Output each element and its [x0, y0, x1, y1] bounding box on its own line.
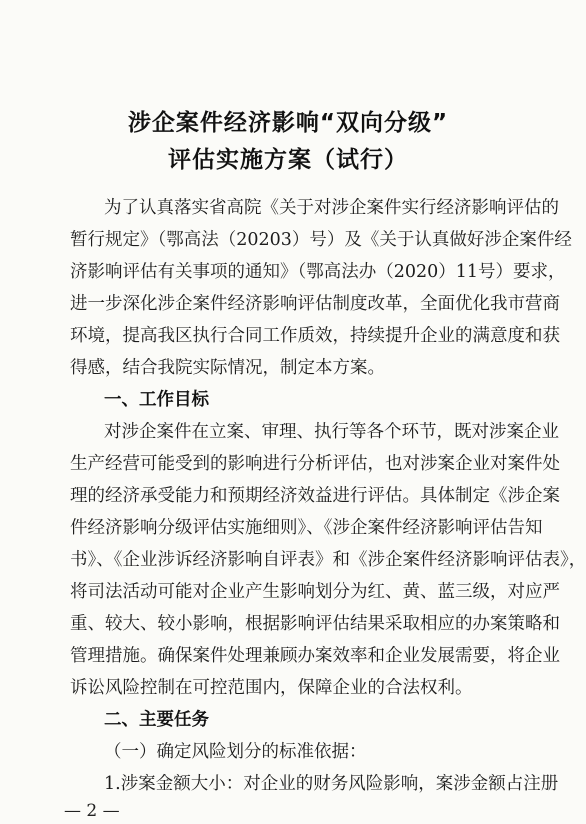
intro-line: 为了认真落实省高院《关于对涉企案件实行经济影响评估的	[104, 198, 559, 218]
intro-line: 进一步深化涉企案件经济影响评估制度改革，全面优化我市营商	[70, 294, 560, 314]
goals-line: 件经济影响分级评估实施细则》、《涉企案件经济影响评估告知	[70, 518, 543, 538]
section-heading-tasks: 二、主要任务	[104, 710, 209, 730]
goals-line: 对涉企案件在立案、审理、执行等各个环节，既对涉案企业	[104, 422, 559, 442]
goals-line: 管理措施。确保案件处理兼顾办案效率和企业发展需要，将企业	[70, 646, 560, 666]
subsection-heading: （一）确定风险划分的标准依据：	[104, 742, 367, 762]
document-title-line-2: 评估实施方案（试行）	[168, 147, 408, 173]
goals-line: 将司法活动可能对企业产生影响划分为红、黄、蓝三级，对应严	[70, 582, 560, 602]
goals-line: 诉讼风险控制在可控范围内，保障企业的合法权利。	[70, 678, 473, 698]
intro-line: 得感，结合我院实际情况，制定本方案。	[70, 358, 385, 378]
intro-line: 暂行规定》（鄂高法（20203）号）及《关于认真做好涉企案件经	[70, 230, 572, 250]
page-number: — 2 —	[64, 801, 120, 821]
document-title-line-1: 涉企案件经济影响“双向分级”	[127, 110, 449, 136]
task-item-line: 1.涉案金额大小：对企业的财务风险影响，案涉金额占注册	[104, 774, 559, 794]
section-heading-goals: 一、工作目标	[104, 390, 209, 410]
goals-line: 重、较大、较小影响，根据影响评估结果采取相应的办案策略和	[70, 614, 560, 634]
goals-line: 书》、《企业涉诉经济影响自评表》和《涉企案件经济影响评估表》，	[70, 550, 586, 570]
intro-line: 济影响评估有关事项的通知》（鄂高法办（2020）11号）要求，	[70, 262, 566, 282]
goals-line: 生产经营可能受到的影响进行分析评估，也对涉案企业对案件处	[70, 454, 560, 474]
intro-line: 环境，提高我区执行合同工作质效，持续提升企业的满意度和获	[70, 326, 560, 346]
goals-line: 理的经济承受能力和预期经济效益进行评估。具体制定《涉企案	[70, 486, 560, 506]
